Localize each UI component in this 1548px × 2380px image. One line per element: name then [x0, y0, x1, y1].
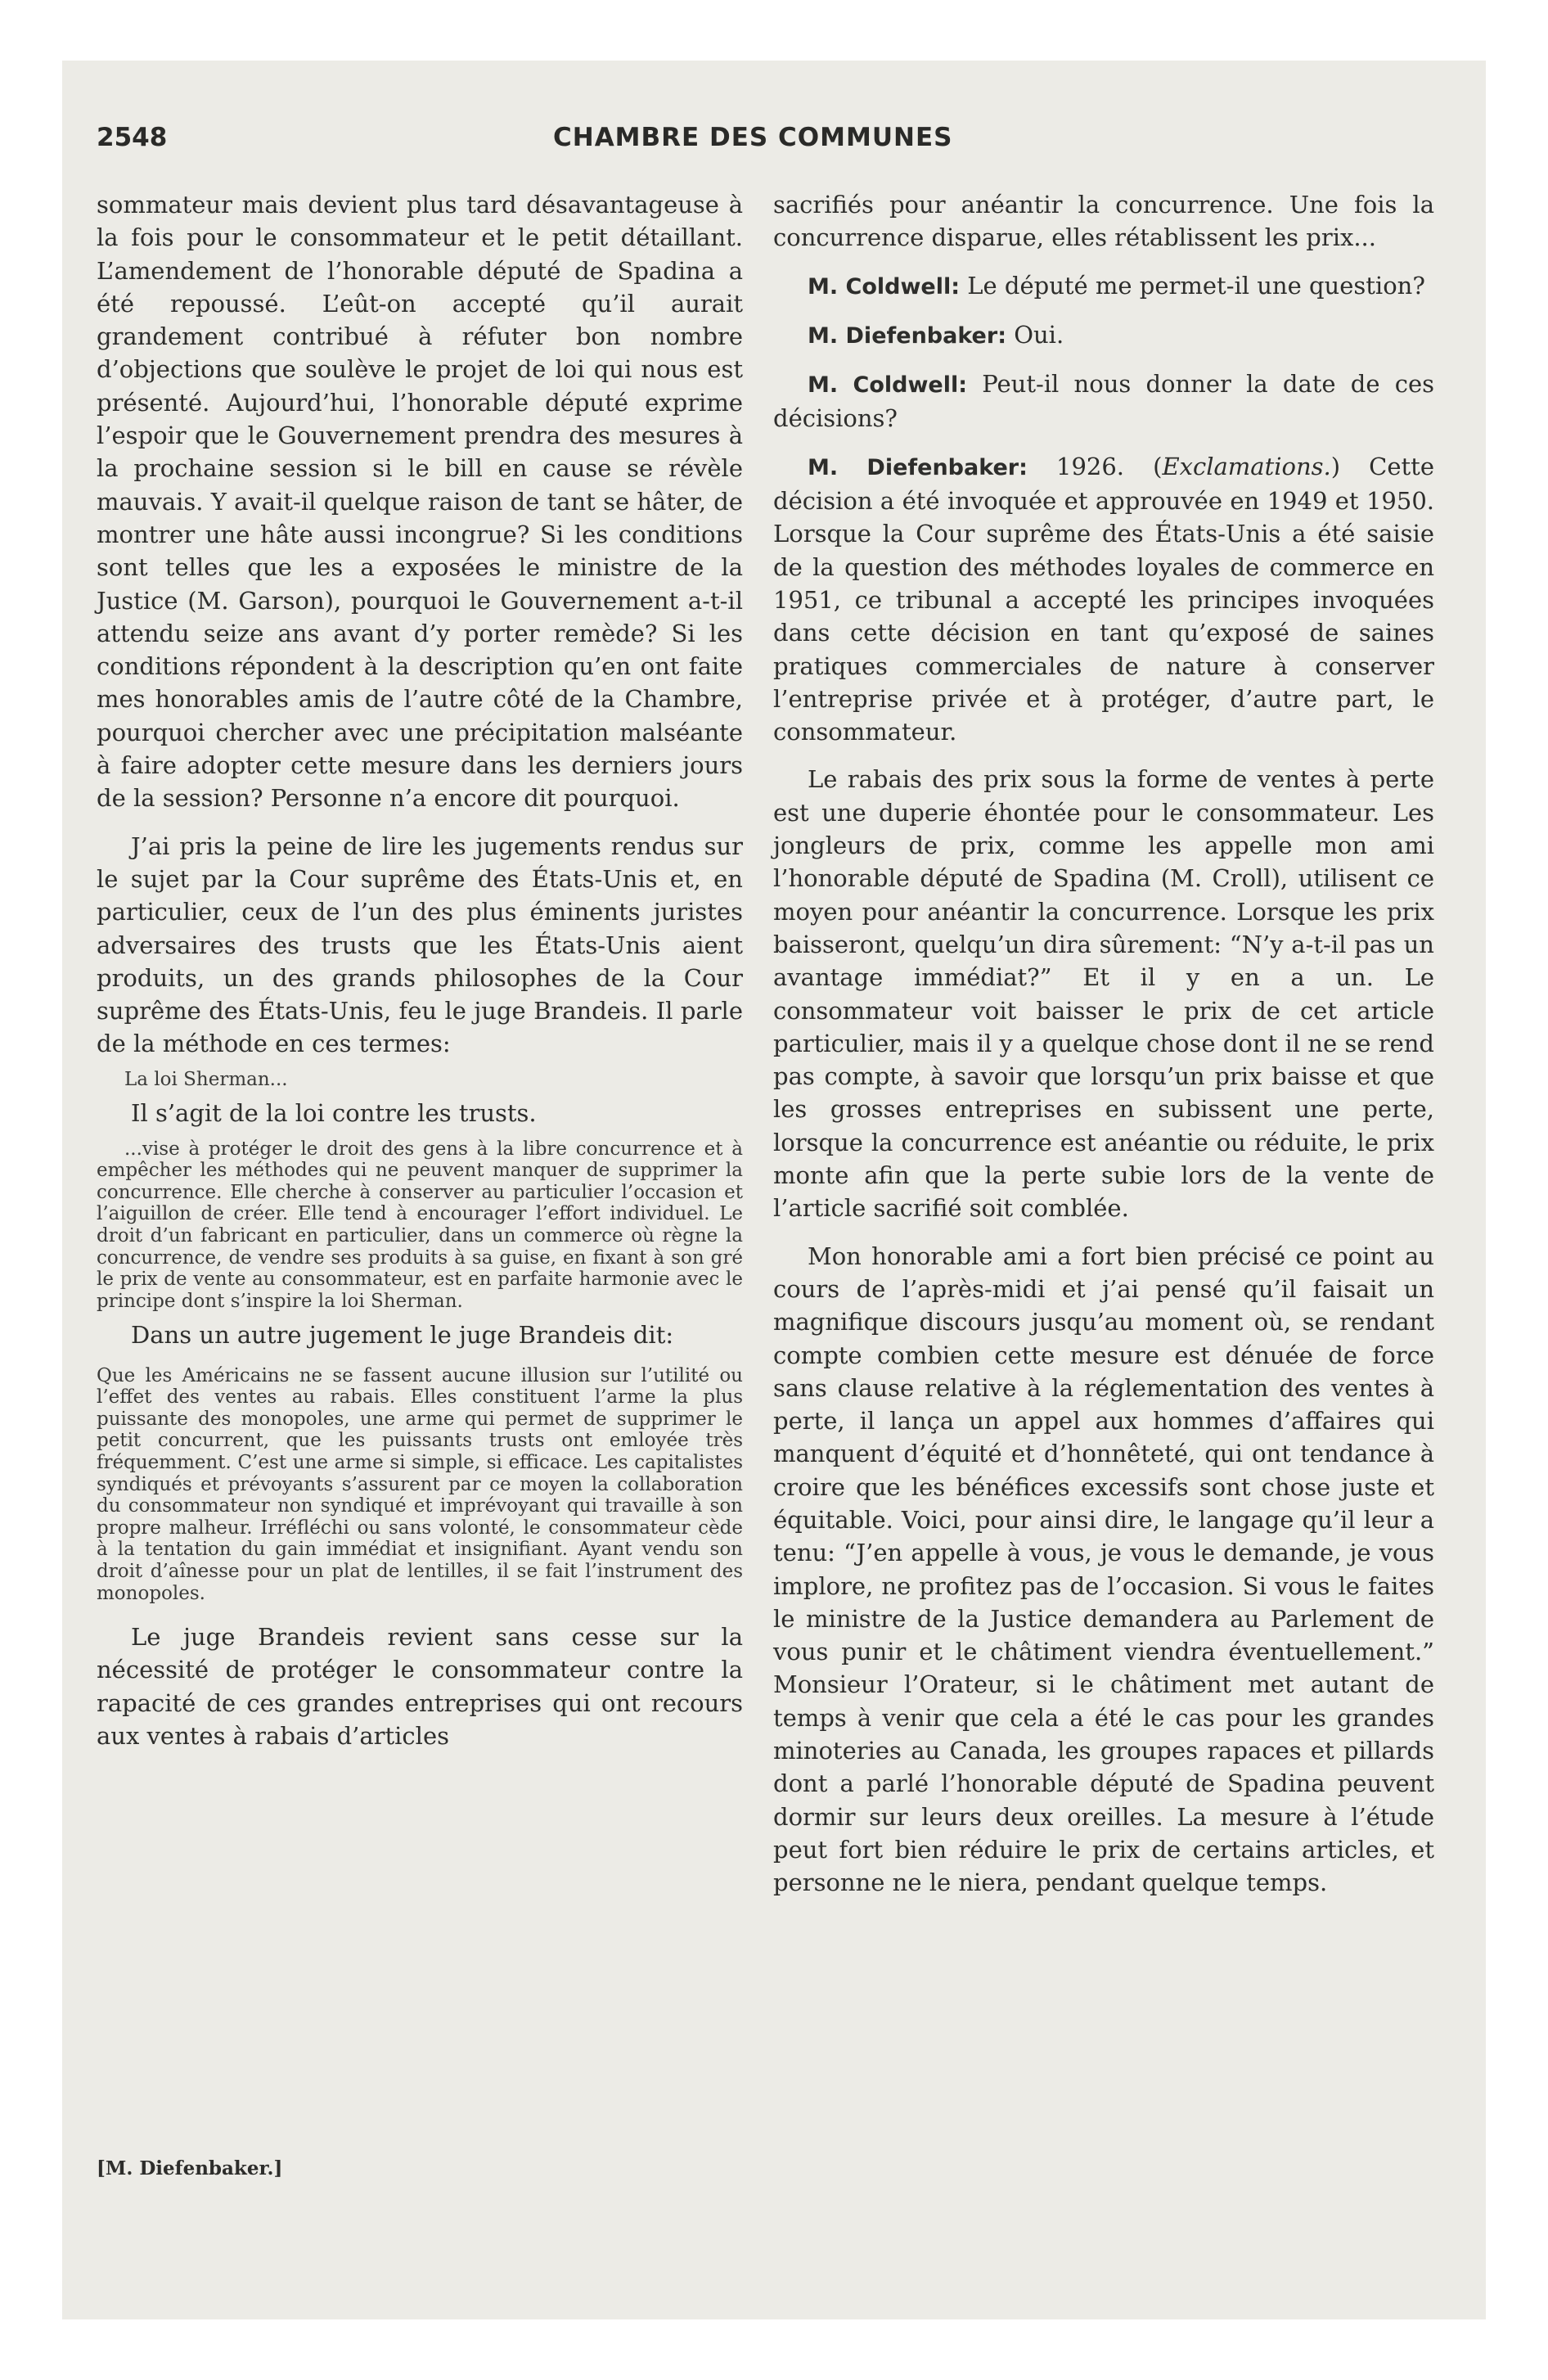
speech-text: ) Cette décision a été invoquée et approuvée en 1949 et 1950. Lorsque la Cour suprême des États-Unis a été saisie de la question des méthodes loyales de commerce en 1951, ce tribunal a accepté les principes invoquées dans cette décision en tant qu’exposé de saines pratiques commerciales de nature à conserver l’entreprise privée et à protéger, d’autre part, le consommateur. — [773, 452, 1434, 746]
exchange — [773, 367, 1434, 435]
exchange — [773, 450, 1434, 749]
right-column — [773, 188, 1434, 1900]
speaker-name: M. Coldwell: — [808, 273, 961, 300]
speech-text: Peut-il nous donner la date de ces décisions? — [773, 370, 1434, 433]
running-title: CHAMBRE DES COMMUNES — [553, 123, 953, 152]
exchange — [773, 269, 1434, 304]
paragraph: J’ai pris la peine de lire les jugements rendus sur le sujet par la Cour suprême des États-Unis et, en particulier, ceux de l’un des plus éminents juristes adversaires des trusts que les États-Unis aient produits, un des grands philosophes de la Cour suprême des États-Unis, feu le juge Brandeis. Il parle de la méthode en ces termes: — [97, 832, 743, 1058]
speaker-name: M. Diefenbaker: — [808, 322, 1006, 349]
paragraph: Le juge Brandeis revient sans cesse sur la nécessité de protéger le consommateur contre la rapacité de ces grandes entreprises qui ont recours aux ventes à rabais d’articles — [97, 1623, 743, 1751]
block-quote: La loi Sherman... — [124, 1068, 288, 1090]
speech-text: Oui. — [1014, 320, 1064, 349]
paragraph: sommateur mais devient plus tard désavantageuse à la fois pour le consommateur et le petit détaillant. L’amendement de l’honorable député de Spadina a été repoussé. L’eût-on accepté qu’il aurait grandement contribué à réfuter bon nombre d’objections que soulève le projet de loi qui nous est présenté. Aujourd’hui, l’honorable député exprime l’espoir que le Gouvernement prendra des mesures à la prochaine session si le bill en cause se révèle mauvais. Y avait-il quelque raison de tant se hâter, de montrer une hâte aussi incongrue? Si les conditions sont telles que les a exposées le ministre de la Justice (M. Garson), pourquoi le Gouvernement a-t-il attendu seize ans avant d’y porter remède? Si les conditions répondent à la description qu’en ont faite mes honorables amis de l’autre côté de la Chambre, pourquoi chercher avec une précipitation malséante à faire adopter cette mesure dans les derniers jours de la session? Personne n’a encore dit pourquoi. — [97, 191, 743, 813]
page-number: 2548 — [97, 123, 168, 152]
speech-text: 1926. ( — [1056, 452, 1163, 480]
speaker-note: [M. Diefenbaker.] — [97, 2157, 283, 2179]
paragraph: Dans un autre jugement le juge Brandeis dit: — [131, 1321, 674, 1350]
speech-text: Le député me permet-il une question? — [967, 271, 1425, 300]
block-quote: ...vise à protéger le droit des gens à la libre concurrence et à empêcher les méthodes qui ne peuvent manquer de supprimer la concurrence. Elle cherche à conserver au particulier l’occasion et l’aiguillon de créer. Elle tend à encourager l’effort individuel. Le droit d’un fabricant en particulier, dans un commerce où règne la concurrence, de vendre ses produits à sa guise, en fixant à son gré le prix de vente au consommateur, est en parfaite harmonie avec le principe dont s’inspire la loi Sherman. — [97, 1138, 743, 1312]
block-quote: Que les Américains ne se fassent aucune illusion sur l’utilité ou l’effet des ventes au rabais. Elles constituent l’arme la plus puissante des monopoles, une arme qui permet de supprimer le petit concurrent, que les puissants trusts ont emloyée très fréquemment. C’est une arme si simple, si efficace. Les capitalistes syndiqués et prévoyants s’assurent par ce moyen la collaboration du consommateur non syndiqué et imprévoyant qui travaille à son propre malheur. Irréfléchi ou sans volonté, le consommateur cède à la tentation du gain immédiat et insignifiant. Ayant vendu son droit d’aînesse pour un plat de lentilles, il se fait l’instrument des monopoles. — [97, 1364, 743, 1604]
speaker-name: M. Coldwell: — [808, 372, 968, 399]
speaker-name: M. Diefenbaker: — [808, 454, 1028, 480]
exclamations-italic: Exclamations. — [1162, 452, 1331, 480]
page-header — [97, 123, 1486, 159]
paragraph: Il s’agit de la loi contre les trusts. — [131, 1099, 537, 1128]
exchange — [773, 318, 1434, 353]
paragraph: Mon honorable ami a fort bien précisé ce point au cours de l’après-midi et j’ai pensé qu’il faisait un magnifique discours jusqu’au moment où, se rendant compte combien cette mesure est dénuée de force sans clause relative à la réglementation des ventes à perte, il lança un appel aux hommes d’affaires qui manquent d’équité et d’honnêteté, qui ont tendance à croire que les bénéfices excessifs sont chose juste et équitable. Voici, pour ainsi dire, le langage qu’il leur a tenu: “J’en appelle à vous, je vous le demande, je vous implore, ne profitez pas de l’occasion. Si vous le faites le ministre de la Justice demandera au Parlement de vous punir et le châtiment viendra éventuellement.” Monsieur l’Orateur, si le châtiment met autant de temps à venir que cela a été le cas pour les grandes minoteries au Canada, les groupes rapaces et pillards dont a parlé l’honorable député de Spadina peuvent dormir sur leurs deux oreilles. La mesure à l’étude peut fort bien réduire le prix de certains articles, et personne ne le niera, pendant quelque temps. — [773, 1242, 1434, 1897]
paragraph: sacrifiés pour anéantir la concurrence. Une fois la concurrence disparue, elles rétablissent les prix... — [773, 191, 1434, 252]
left-column — [97, 188, 743, 1752]
paragraph: Le rabais des prix sous la forme de ventes à perte est une duperie éhontée pour le consommateur. Les jongleurs de prix, comme les appelle mon ami l’honorable député de Spadina (M. Croll), utilisent ce moyen pour anéantir la concurrence. Lorsque les prix baisseront, quelqu’un dira sûrement: “N’y a-t-il pas un avantage immédiat?” Et il y en a un. Le consommateur voit baisser le prix de cet article particulier, mais il y a quelque chose dont il ne se rend pas compte, à savoir que lorsqu’un prix baisse et que les grosses entreprises en subissent une perte, lorsque la concurrence est anéantie ou réduite, le prix monte afin que la perte subie lors de la vente de l’article sacrifié soit comblée. — [773, 765, 1434, 1223]
